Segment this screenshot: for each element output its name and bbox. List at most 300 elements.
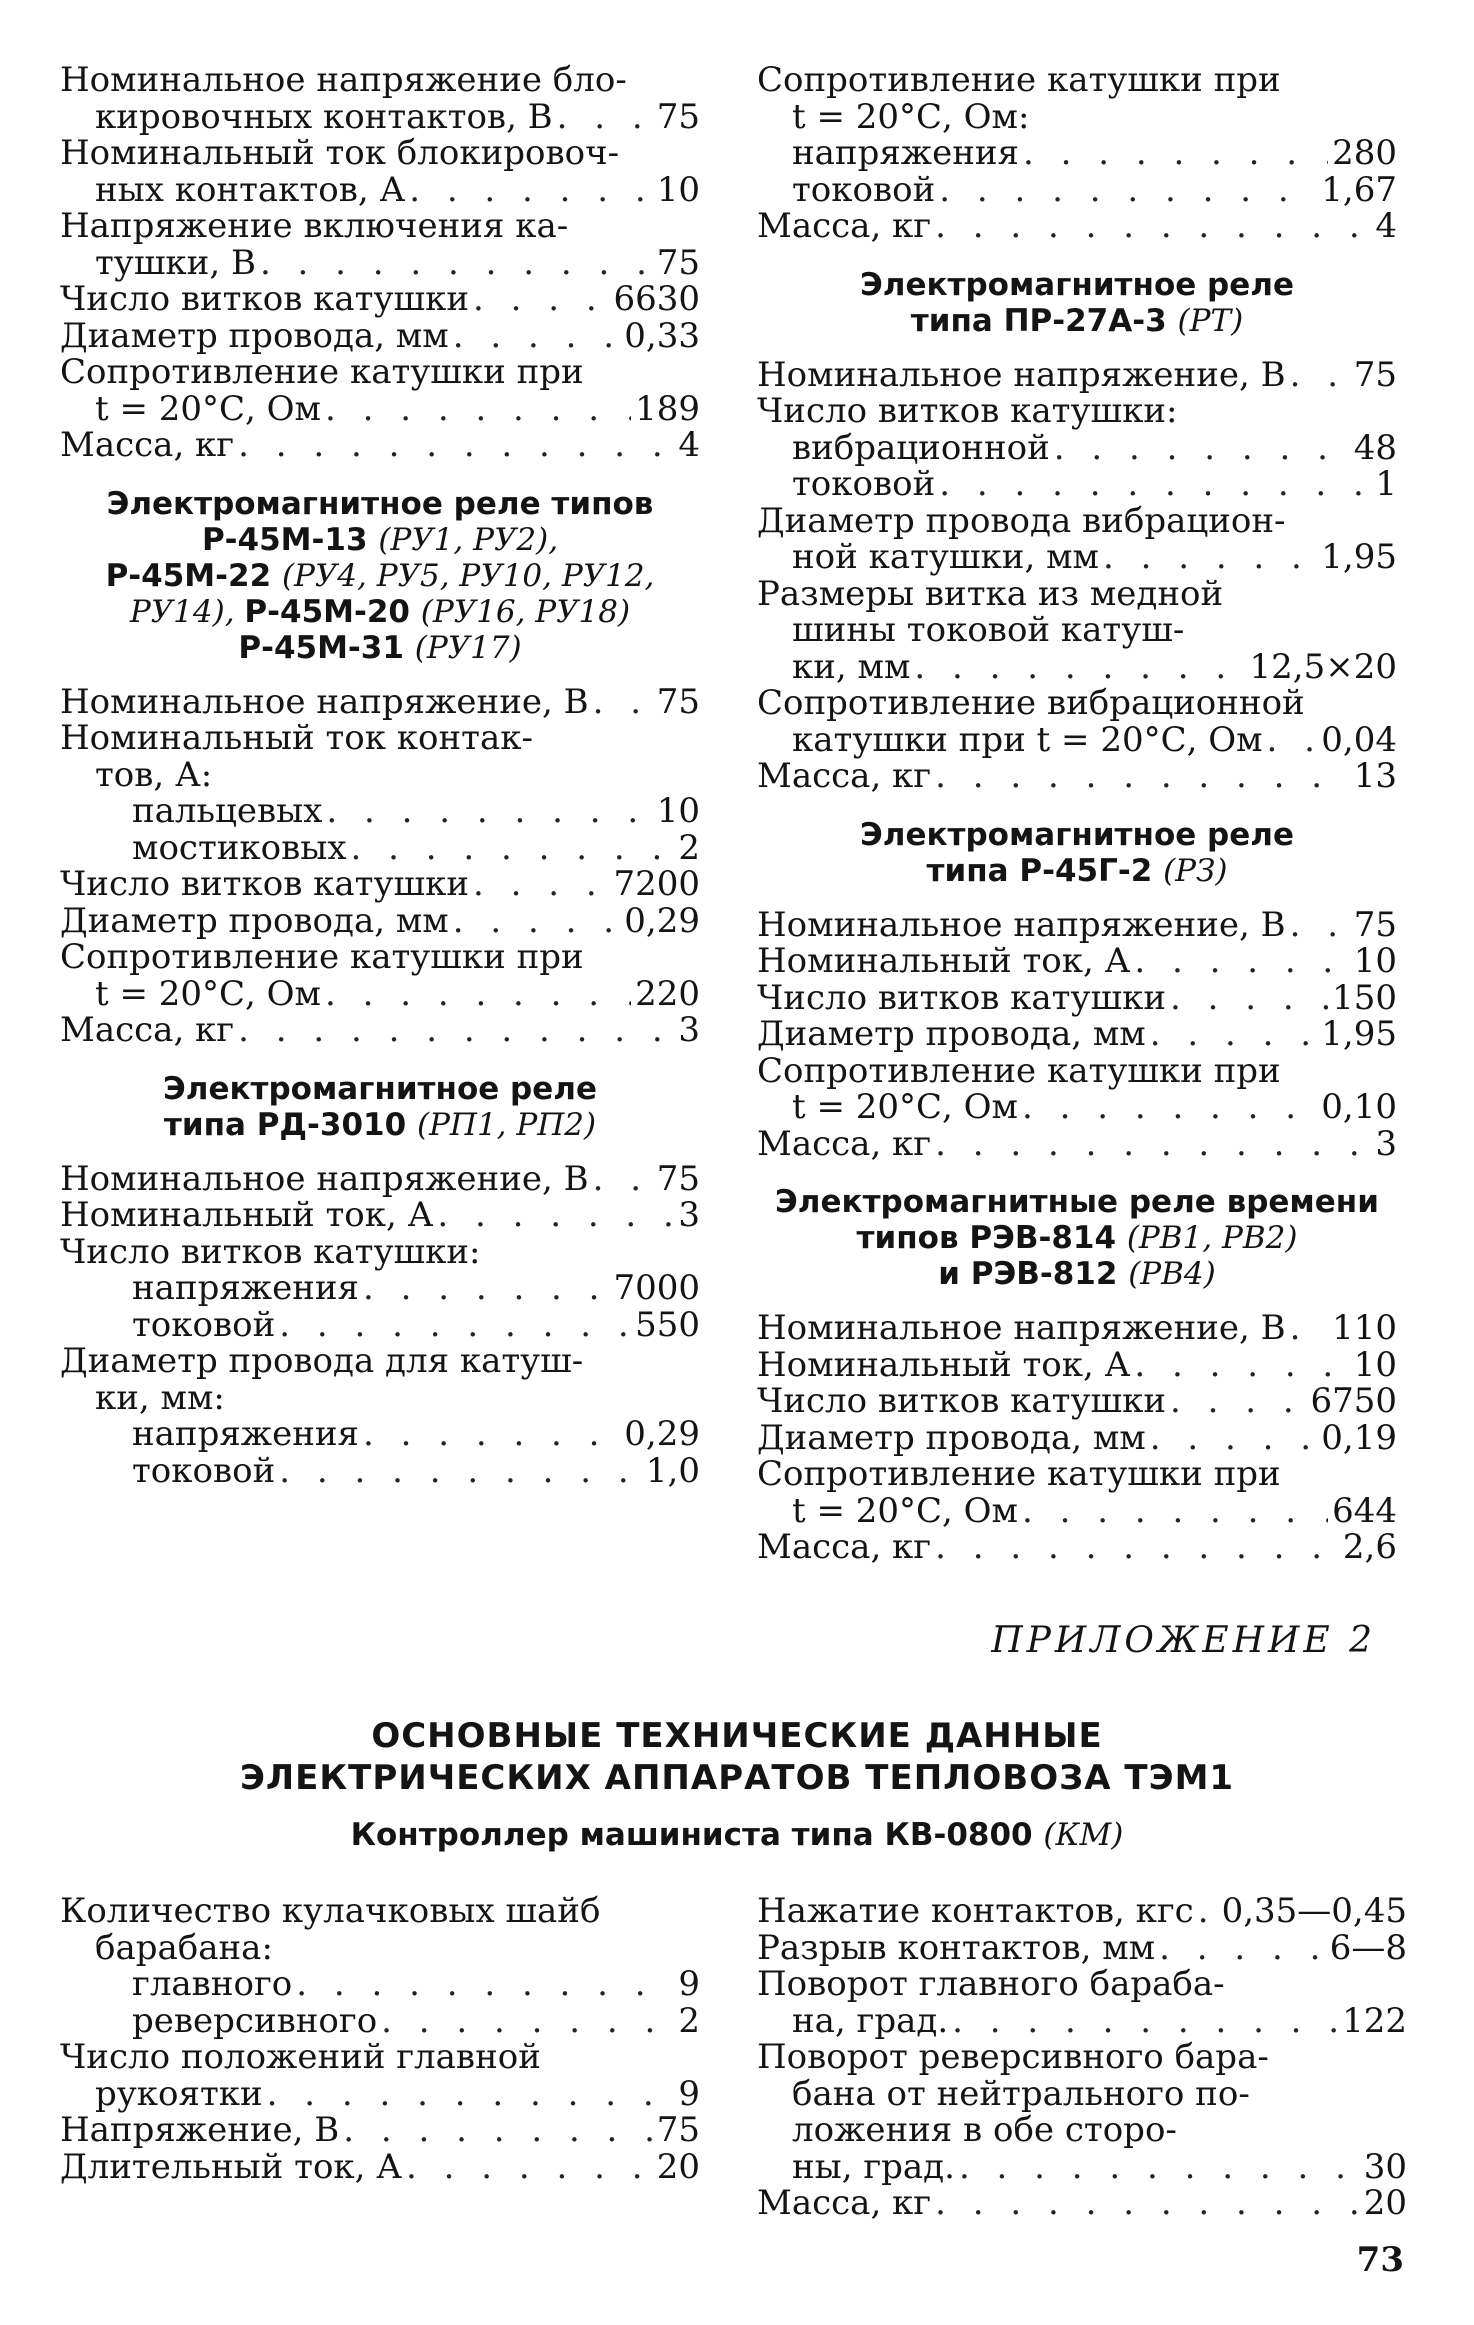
heading-part: Р-45М-31 xyxy=(238,629,415,666)
spec-label: напряжения xyxy=(792,133,1019,173)
spec-row xyxy=(60,135,700,172)
spec-label: вибрационной xyxy=(792,427,1050,468)
leader-dots xyxy=(1022,1089,1317,1126)
leader-dots xyxy=(260,245,653,282)
spec-value: 13 xyxy=(1353,756,1397,796)
leader-dots xyxy=(325,391,631,428)
relay-rz-specs xyxy=(757,904,1397,1164)
spec-row xyxy=(757,1383,1397,1420)
spec-label: Число витков катушки xyxy=(60,864,469,904)
spec-label: Сопротивление катушки при xyxy=(60,352,584,392)
leader-dots xyxy=(935,1529,1339,1566)
spec-row xyxy=(757,1529,1397,1566)
controller-subtitle-italic: (КМ) xyxy=(1043,1817,1124,1853)
spec-value: 280 xyxy=(1332,133,1397,173)
relay-rt-heading xyxy=(757,267,1397,339)
spec-row xyxy=(60,1343,700,1380)
spec-label: Сопротивление вибрационной xyxy=(757,683,1305,723)
controller-right-column xyxy=(757,1893,1407,2222)
spec-label: Поворот реверсивного бара- xyxy=(757,2037,1269,2077)
spec-value: 644 xyxy=(1332,1490,1397,1531)
spec-label: напряжения xyxy=(132,1268,359,1308)
spec-label: кировочных контактов, В xyxy=(95,96,553,137)
leader-dots xyxy=(1054,430,1350,467)
spec-label: Число витков катушки: xyxy=(757,391,1178,431)
spec-label: Сопротивление катушки при xyxy=(757,60,1281,100)
appendix-label: ПРИЛОЖЕНИЕ 2 xyxy=(991,1620,1376,1661)
spec-label: Разрыв контактов, мм xyxy=(757,1927,1156,1968)
spec-row xyxy=(757,1123,1397,1164)
spec-value: 48 xyxy=(1353,427,1397,468)
heading-part: (РУ17) xyxy=(414,629,522,666)
spec-label: Диаметр провода, мм xyxy=(60,315,449,356)
spec-label: главного xyxy=(132,1964,293,2004)
leader-dots xyxy=(1103,539,1317,576)
spec-row xyxy=(757,1456,1397,1493)
spec-label: Номинальное напряжение, В xyxy=(757,354,1286,395)
controller-subtitle-main: Контроллер машиниста типа КВ-0800 xyxy=(350,1817,1044,1853)
leader-dots xyxy=(1290,1310,1329,1347)
spec-label: t = 20°С, Ом xyxy=(792,1490,1018,1531)
spec-row xyxy=(757,427,1397,468)
leader-dots xyxy=(939,466,1371,503)
leader-dots xyxy=(935,2185,1360,2222)
spec-label: Диаметр провода, мм xyxy=(757,1014,1146,1054)
spec-label: мостиковых xyxy=(132,827,347,868)
heading-part: Электромагнитное реле типов xyxy=(106,485,654,522)
spec-label: Размеры витка из медной xyxy=(757,573,1224,614)
spec-value: 10 xyxy=(656,169,700,210)
leader-dots xyxy=(1023,135,1328,172)
spec-label: Масса, кг xyxy=(757,1527,932,1567)
spec-value: 0,35—0,45 xyxy=(1221,1891,1407,1931)
leader-dots xyxy=(593,684,653,721)
heading-part: (РУ4, РУ5, РУ10, РУ12, xyxy=(281,557,655,594)
spec-row xyxy=(60,681,700,722)
spec-label: Номинальный ток, А xyxy=(757,941,1131,981)
leader-dots xyxy=(1150,1016,1318,1053)
spec-row xyxy=(757,169,1397,210)
heading-part: (РУ1, РУ2), xyxy=(378,521,559,558)
spec-label: Поворот главного бараба- xyxy=(757,1964,1225,2004)
spec-label: ки, мм xyxy=(792,646,911,687)
heading-part: (РЗ) xyxy=(1163,852,1228,889)
leader-dots xyxy=(935,1126,1371,1163)
spec-label: Сопротивление катушки при xyxy=(60,937,584,977)
leader-dots xyxy=(1170,1383,1306,1420)
spec-label: реверсивного xyxy=(132,2000,378,2041)
spec-row xyxy=(60,1450,700,1491)
spec-label: Число витков катушки: xyxy=(60,1231,481,1272)
spec-value: 220 xyxy=(635,973,700,1014)
spec-value: 75 xyxy=(1353,904,1397,945)
spec-row xyxy=(757,1310,1397,1347)
controller-right-specs xyxy=(757,1893,1407,2222)
relay-rv-specs xyxy=(757,1310,1397,1566)
leader-dots xyxy=(381,2003,674,2040)
spec-row xyxy=(60,900,700,941)
spec-row xyxy=(60,1012,700,1049)
spec-row xyxy=(757,62,1397,99)
heading-part: типа Р-45Г-2 xyxy=(926,852,1164,889)
spec-label: рукоятки xyxy=(95,2073,263,2114)
leader-dots xyxy=(473,866,609,903)
spec-label: t = 20°С, Ом xyxy=(95,388,321,429)
spec-value: 0,04 xyxy=(1321,719,1397,760)
spec-row xyxy=(60,2000,700,2041)
leader-dots xyxy=(1134,1347,1349,1384)
leader-dots xyxy=(1290,907,1350,944)
spec-row xyxy=(60,1416,700,1453)
relay-rd-specs xyxy=(60,1158,700,1491)
heading-part: Р-45М-13 xyxy=(201,521,379,558)
relay-rv-heading xyxy=(757,1184,1397,1292)
leader-dots xyxy=(1022,1493,1328,1530)
spec-row xyxy=(60,793,700,830)
spec-row xyxy=(60,1270,700,1307)
spec-value: 10 xyxy=(1353,941,1397,981)
leader-dots xyxy=(1159,1930,1326,1967)
spec-label: Длительный ток, А xyxy=(60,2146,403,2187)
spec-label: токовой xyxy=(792,169,936,210)
heading-part: Электромагнитное реле xyxy=(859,266,1294,303)
spec-label: токовой xyxy=(792,464,936,504)
spec-row xyxy=(60,1304,700,1345)
leader-dots xyxy=(326,793,652,830)
heading-part: РУ14), xyxy=(129,593,245,630)
spec-value: 189 xyxy=(635,388,700,429)
spec-row xyxy=(60,1158,700,1199)
spec-label: ки, мм: xyxy=(95,1377,225,1418)
right-column-top xyxy=(757,62,1397,1566)
spec-value: 9 xyxy=(678,2073,700,2114)
controller-subtitle xyxy=(0,1817,1474,1853)
spec-label: Номинальный ток, А xyxy=(757,1344,1131,1385)
spec-row xyxy=(757,977,1397,1018)
spec-label: Напряжение включения ка- xyxy=(60,206,569,246)
spec-row xyxy=(60,754,700,795)
spec-row xyxy=(757,685,1397,722)
spec-label: Масса, кг xyxy=(60,425,235,465)
spec-label: Число витков катушки xyxy=(757,977,1166,1018)
heading-part: и РЭВ-812 xyxy=(938,1256,1129,1292)
heading-part: (РУ16, РУ18) xyxy=(420,593,631,630)
heading-part: Р-45М-22 xyxy=(105,557,282,594)
heading-part: Электромагнитное реле xyxy=(859,816,1294,853)
spec-value: 0,10 xyxy=(1321,1087,1397,1127)
spec-row xyxy=(60,720,700,757)
leader-dots xyxy=(453,318,621,355)
spec-label: Диаметр провода, мм xyxy=(60,900,449,941)
spec-value: 10 xyxy=(656,791,700,831)
spec-value: 0,33 xyxy=(624,315,700,356)
spec-row xyxy=(757,1089,1397,1126)
spec-row xyxy=(757,2112,1407,2149)
spec-label: бана от нейтрального по- xyxy=(792,2073,1250,2114)
leader-dots xyxy=(363,1416,620,1453)
heading-part: Р-45М-20 xyxy=(244,593,421,630)
spec-row xyxy=(757,2185,1407,2222)
spec-row xyxy=(60,2073,700,2114)
spec-value: 150 xyxy=(1332,977,1397,1018)
leader-dots xyxy=(437,1197,674,1234)
spec-label: Номинальное напряжение, В xyxy=(60,1158,589,1199)
leader-dots xyxy=(325,976,631,1013)
spec-value: 0,29 xyxy=(624,1414,700,1454)
spec-row xyxy=(60,1231,700,1272)
appendix-title xyxy=(0,1715,1474,1799)
spec-label: Нажатие контактов, кгс xyxy=(757,1891,1194,1931)
spec-row xyxy=(757,354,1397,395)
spec-value: 75 xyxy=(1353,354,1397,395)
spec-value: 2 xyxy=(678,2000,700,2041)
spec-label: катушки при t = 20°С, Ом xyxy=(792,719,1263,760)
leader-dots xyxy=(343,2112,652,2149)
leader-dots xyxy=(1198,1893,1218,1930)
spec-label: пальцевых xyxy=(132,791,323,831)
spec-label: Масса, кг xyxy=(757,206,932,246)
spec-label: шины токовой катуш- xyxy=(792,610,1185,650)
leader-dots xyxy=(1290,357,1350,394)
spec-row xyxy=(757,646,1397,687)
spec-label: ложения в обе сторо- xyxy=(792,2110,1177,2150)
spec-value: 30 xyxy=(1363,2146,1407,2187)
leader-dots xyxy=(959,2149,1360,2186)
controller-left-column xyxy=(60,1893,700,2185)
leader-dots xyxy=(296,1966,674,2003)
spec-row xyxy=(60,1927,700,1968)
spec-row xyxy=(60,208,700,245)
spec-row xyxy=(60,827,700,868)
spec-label: t = 20°С, Ом: xyxy=(792,96,1030,137)
heading-part: (РП1, РП2) xyxy=(416,1106,597,1143)
spec-value: 75 xyxy=(656,96,700,137)
relay-ru-heading xyxy=(60,486,700,666)
spec-value: 1,95 xyxy=(1321,1014,1397,1054)
spec-value: 1 xyxy=(1375,464,1397,504)
spec-row xyxy=(60,354,700,391)
appendix-title-line-2: ЭЛЕКТРИЧЕСКИХ АППАРАТОВ ТЕПЛОВОЗА ТЭМ1 xyxy=(239,1758,1235,1798)
spec-row xyxy=(757,135,1397,172)
spec-row xyxy=(60,1966,700,2003)
spec-label: Диаметр провода для катуш- xyxy=(60,1341,584,1381)
spec-label: барабана: xyxy=(95,1927,273,1968)
spec-value: 7000 xyxy=(613,1268,700,1308)
spec-value: 1,67 xyxy=(1321,169,1397,210)
spec-label: Номинальный ток контак- xyxy=(60,718,533,758)
spec-value: 122 xyxy=(1342,2000,1407,2041)
leader-dots xyxy=(1150,1420,1318,1457)
spec-value: 550 xyxy=(635,1304,700,1345)
spec-value: 10 xyxy=(1353,1344,1397,1385)
spec-row xyxy=(757,2039,1407,2076)
leader-dots xyxy=(593,1161,653,1198)
spec-label: Номинальное напряжение бло- xyxy=(60,60,627,100)
spec-row xyxy=(60,96,700,137)
spec-row xyxy=(757,500,1397,541)
spec-label: напряжения xyxy=(132,1414,359,1454)
leader-dots xyxy=(406,2149,653,2186)
spec-label: Масса, кг xyxy=(757,2183,932,2223)
spec-row xyxy=(757,1344,1397,1385)
spec-row xyxy=(60,973,700,1014)
spec-row xyxy=(60,169,700,210)
heading-part: (РТ) xyxy=(1177,302,1244,339)
leader-dots xyxy=(267,2076,675,2113)
spec-row xyxy=(757,539,1397,576)
spec-row xyxy=(60,866,700,903)
spec-label: Напряжение, В xyxy=(60,2110,340,2150)
spec-label: тов, А: xyxy=(95,754,213,795)
spec-value: 4 xyxy=(1375,206,1397,246)
spec-value: 75 xyxy=(656,2110,700,2150)
spec-row xyxy=(757,2000,1407,2041)
spec-label: Масса, кг xyxy=(757,1123,932,1164)
spec-row xyxy=(757,2146,1407,2187)
leader-dots xyxy=(351,830,675,867)
spec-label: Число положений главной xyxy=(60,2037,541,2077)
spec-value: 9 xyxy=(678,1964,700,2004)
spec-row xyxy=(60,1377,700,1418)
spec-row xyxy=(757,96,1397,137)
spec-value: 3 xyxy=(1375,1123,1397,1164)
heading-part: (РВ4) xyxy=(1128,1256,1216,1292)
page-number: 73 xyxy=(1356,2240,1404,2280)
spec-value: 12,5×20 xyxy=(1249,646,1397,687)
spec-row xyxy=(757,904,1397,945)
heading-part: типа ПР-27А-3 xyxy=(910,302,1178,339)
spec-value: 6750 xyxy=(1310,1381,1397,1421)
spec-label: Номинальное напряжение, В xyxy=(757,1308,1286,1348)
spec-row xyxy=(60,2039,700,2076)
leader-dots xyxy=(557,99,653,136)
spec-value: 0,19 xyxy=(1321,1417,1397,1458)
leader-dots xyxy=(363,1270,609,1307)
spec-row xyxy=(757,1966,1407,2003)
leader-dots xyxy=(952,2003,1338,2040)
relay-continued-specs xyxy=(60,62,700,464)
leader-dots xyxy=(935,758,1350,795)
leader-dots xyxy=(1134,943,1349,980)
spec-label: на, град. xyxy=(792,2000,949,2041)
leader-dots xyxy=(914,649,1245,686)
spec-row xyxy=(757,1016,1397,1053)
spec-label: Число витков катушки xyxy=(757,1381,1166,1421)
spec-row xyxy=(757,1893,1407,1930)
spec-value: 1,0 xyxy=(645,1450,700,1491)
spec-label: Номинальное напряжение, В xyxy=(60,681,589,722)
spec-label: t = 20°С, Ом xyxy=(95,973,321,1014)
leader-dots xyxy=(1267,722,1318,759)
heading-part: типа РД-3010 xyxy=(163,1106,417,1143)
controller-left-specs xyxy=(60,1893,700,2185)
spec-row xyxy=(757,393,1397,430)
spec-row xyxy=(757,719,1397,760)
spec-value: 3 xyxy=(678,1195,700,1235)
spec-label: t = 20°С, Ом xyxy=(792,1087,1018,1127)
spec-row xyxy=(60,62,700,99)
heading-part: Электромагнитные реле времени xyxy=(775,1184,1379,1220)
spec-label: Количество кулачковых шайб xyxy=(60,1891,601,1931)
spec-value: 75 xyxy=(656,681,700,722)
spec-value: 3 xyxy=(678,1010,700,1050)
spec-row xyxy=(60,388,700,429)
spec-row xyxy=(60,2146,700,2187)
appendix-title-line-1: ОСНОВНЫЕ ТЕХНИЧЕСКИЕ ДАННЫЕ xyxy=(371,1716,1103,1756)
relay-ru-specs xyxy=(60,681,700,1050)
spec-label: Число витков катушки xyxy=(60,279,469,319)
relay-rt-specs xyxy=(757,354,1397,796)
relay-rd-heading xyxy=(60,1071,700,1143)
spec-row xyxy=(757,1417,1397,1458)
spec-value: 20 xyxy=(656,2146,700,2187)
spec-row xyxy=(60,2112,700,2149)
heading-part: (РВ1, РВ2) xyxy=(1126,1220,1298,1256)
spec-row xyxy=(757,573,1397,614)
leader-dots xyxy=(1170,980,1328,1017)
spec-label: Диаметр провода, мм xyxy=(757,1417,1146,1458)
spec-row xyxy=(60,315,700,356)
spec-value: 2,6 xyxy=(1342,1527,1397,1567)
spec-label: тушки, В xyxy=(95,242,256,283)
spec-value: 6630 xyxy=(613,279,700,319)
spec-label: токовой xyxy=(132,1450,276,1491)
spec-label: Сопротивление катушки при xyxy=(757,1454,1281,1494)
leader-dots xyxy=(473,281,609,318)
spec-row xyxy=(60,1197,700,1234)
spec-row xyxy=(60,242,700,283)
leader-dots xyxy=(409,172,653,209)
spec-value: 1,95 xyxy=(1321,537,1397,577)
spec-value: 4 xyxy=(678,425,700,465)
spec-value: 6—8 xyxy=(1329,1927,1407,1968)
spec-value: 75 xyxy=(656,242,700,283)
spec-row xyxy=(757,943,1397,980)
spec-value: 20 xyxy=(1363,2183,1407,2223)
spec-label: Масса, кг xyxy=(757,756,932,796)
spec-label: Сопротивление катушки при xyxy=(757,1050,1281,1091)
spec-label: ны, град. xyxy=(792,2146,955,2187)
spec-label: Номинальный ток, А xyxy=(60,1195,434,1235)
relay-rz-heading xyxy=(757,817,1397,889)
leader-dots xyxy=(935,208,1371,245)
spec-row xyxy=(757,208,1397,245)
spec-label: Номинальный ток блокировоч- xyxy=(60,133,620,173)
heading-part: типов РЭВ-814 xyxy=(856,1220,1127,1256)
spec-label: ной катушки, мм xyxy=(792,537,1099,577)
spec-row xyxy=(757,1927,1407,1968)
spec-value: 0,29 xyxy=(624,900,700,941)
spec-row xyxy=(60,281,700,318)
leader-dots xyxy=(279,1453,642,1490)
spec-row xyxy=(60,939,700,976)
heading-part: Электромагнитное реле xyxy=(162,1070,597,1107)
left-column-top xyxy=(60,62,700,1489)
spec-row xyxy=(757,1050,1397,1091)
leader-dots xyxy=(939,172,1317,209)
spec-row xyxy=(757,758,1397,795)
spec-label: ных контактов, А xyxy=(95,169,406,210)
spec-row xyxy=(60,427,700,464)
spec-row xyxy=(757,466,1397,503)
leader-dots xyxy=(453,903,621,940)
spec-value: 7200 xyxy=(613,864,700,904)
spec-label: Номинальное напряжение, В xyxy=(757,904,1286,945)
spec-value: 110 xyxy=(1332,1308,1397,1348)
spec-row xyxy=(60,1893,700,1930)
spec-value: 75 xyxy=(656,1158,700,1199)
spec-label: токовой xyxy=(132,1304,276,1345)
